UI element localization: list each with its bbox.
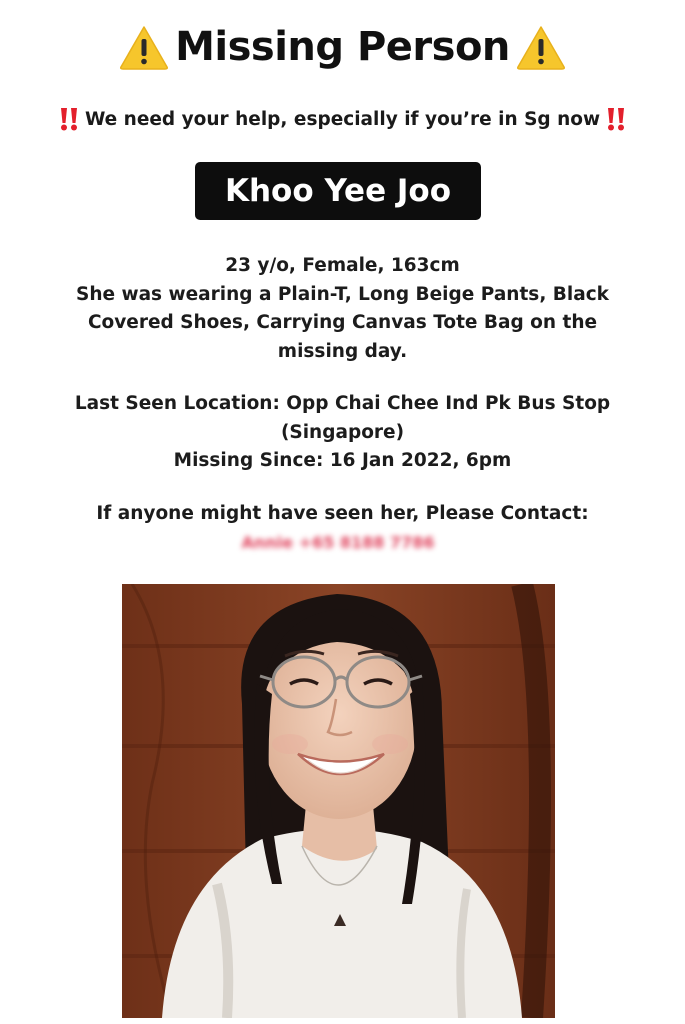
redacted-contact: Annie +65 8188 7786 [241, 533, 435, 552]
description-line: She was wearing a Plain-T, Long Beige Pants, Black [76, 283, 609, 305]
person-photo [122, 584, 555, 1018]
subtitle-row [0, 104, 685, 134]
person-name: Khoo Yee Joo [224, 173, 452, 209]
contact-prompt: If anyone might have seen her, Please Contact: [96, 503, 589, 524]
description-line: Covered Shoes, Carrying Canvas Tote Bag on the [87, 312, 598, 333]
description-line: missing day. [277, 340, 408, 362]
description-block [0, 252, 685, 366]
warning-icon [516, 24, 566, 70]
title-row [0, 18, 685, 76]
name-banner [195, 162, 481, 220]
poster-title: Missing Person [175, 24, 510, 70]
double-exclamation-icon [604, 106, 628, 132]
warning-icon [119, 24, 169, 70]
double-exclamation-icon [57, 106, 81, 132]
location-block [0, 390, 685, 476]
location-line: (Singapore) [280, 421, 405, 443]
portrait-illustration [122, 584, 555, 1018]
missing-since-line: Missing Since: 16 Jan 2022, 6pm [173, 450, 512, 471]
location-line: Last Seen Location: Opp Chai Chee Ind Pk Bus Stop [74, 393, 611, 414]
poster-subtitle: We need your help, especially if you’re in Sg now [84, 108, 601, 130]
description-line: 23 y/o, Female, 163cm [225, 255, 460, 276]
contact-block [0, 500, 685, 529]
